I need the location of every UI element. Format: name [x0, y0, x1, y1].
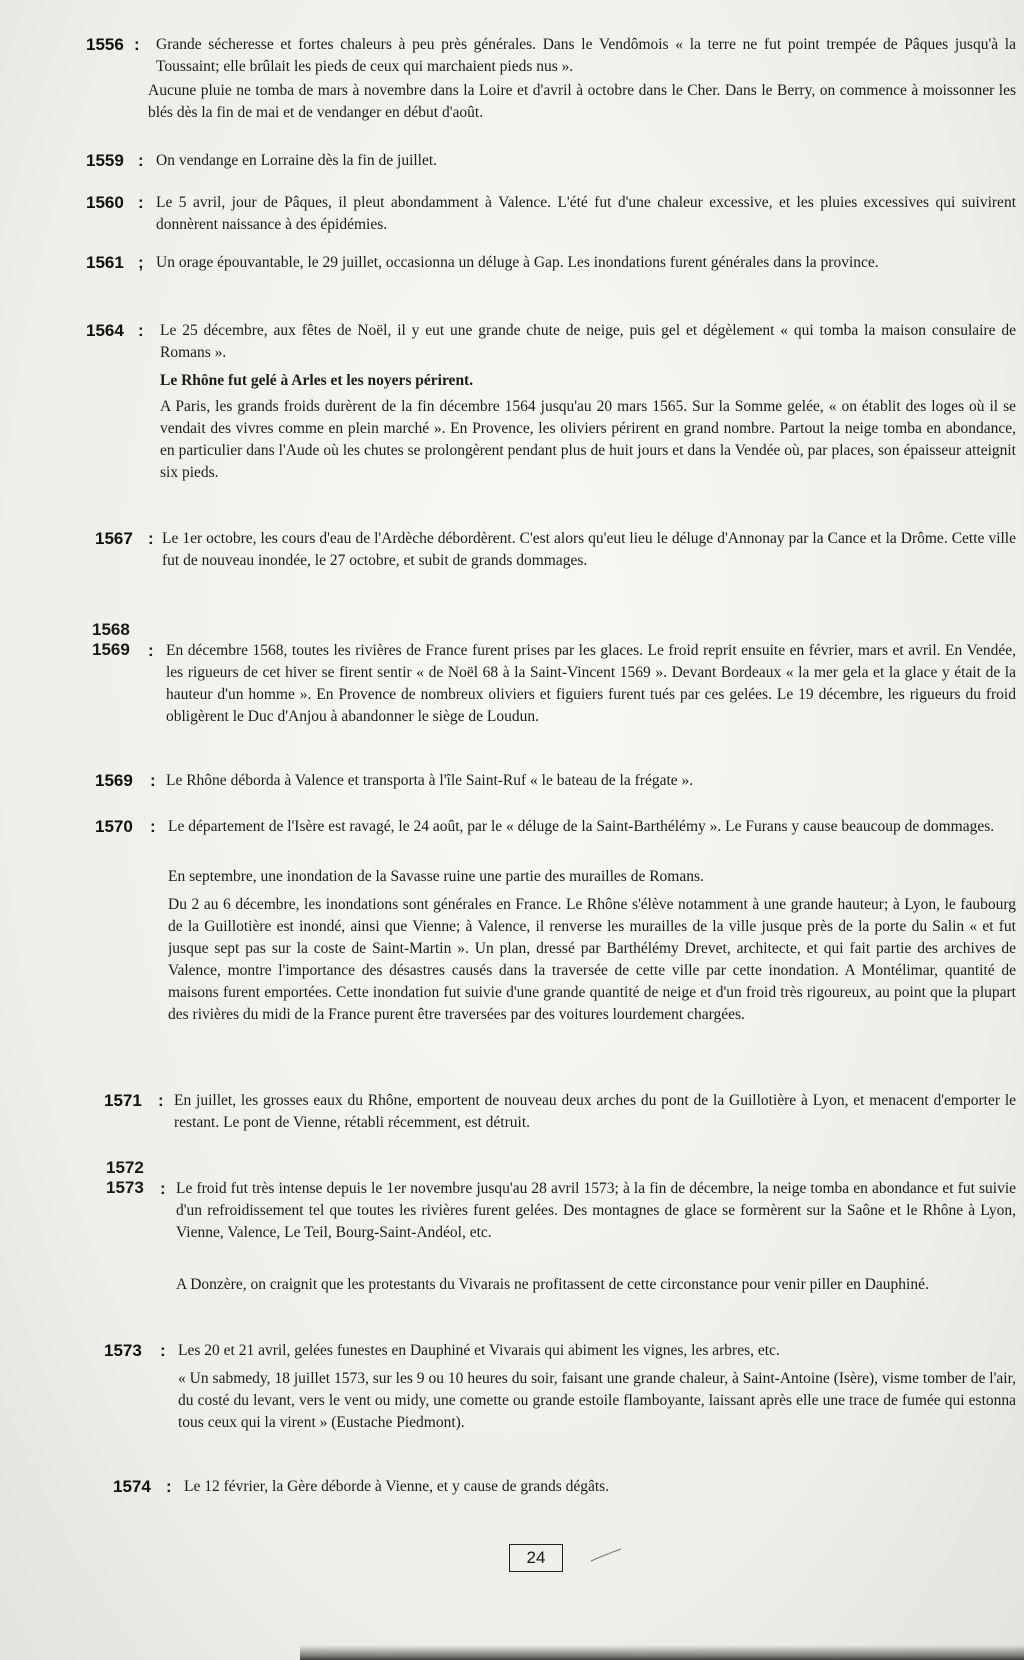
entry-paragraph: On vendange en Lorraine dès la fin de juillet. — [156, 152, 438, 169]
entry-year: 1559 — [86, 151, 124, 170]
year-colon: : — [150, 817, 156, 836]
entry-year: 1574 — [113, 1477, 151, 1496]
entry-paragraph: A Paris, les grands froids durèrent de la fin décembre 1564 jusqu'au 20 mars 1565. Sur la Somme gelée, « on établit des loges où il se vendait des vivres comme en plein marché ». En Provence, les oliviers périrent en grand nombre. Partout la neige tomba en abondance, en particulier dans l'Aude où les chutes se prolongèrent pendant plus de huit jours et dans la Vendée où, par places, son épaisseur atteignit six pieds. — [160, 398, 1016, 481]
year-colon: : — [138, 151, 144, 170]
year-colon: : — [166, 1477, 172, 1496]
year-colon: : — [148, 641, 154, 660]
entry-paragraph: Le Rhône déborda à Valence et transporta à l'île Saint-Ruf « le bateau de la frégate ». — [166, 772, 694, 789]
year-colon: : — [134, 35, 140, 54]
entry-paragraph: Le froid fut très intense depuis le 1er novembre jusqu'au 28 avril 1573; à la fin de décembre, la neige tomba en abondance et fut suivie d'un refroidissement tel que toutes les rivières furent gelées. Des montagnes de glace se formèrent sur la Saône et le Rhône à Lyon, Vienne, Valence, Le Teil, Bourg-Saint-Andéol, etc. — [176, 1180, 1016, 1241]
scan-edge-shadow — [300, 1645, 1024, 1660]
entry-year: 1567 — [95, 529, 133, 548]
year-colon: : — [138, 193, 144, 212]
year-colon: : — [150, 771, 156, 790]
entry-year: 1556 — [86, 35, 124, 54]
entry-year: 1570 — [95, 817, 133, 836]
entry-paragraph: Le département de l'Isère est ravagé, le 24 août, par le « déluge de la Saint-Barthélémy ». Le Furans y cause beaucoup de dommages. — [168, 818, 995, 835]
entry-paragraph: En juillet, les grosses eaux du Rhône, emportent de nouveau deux arches du pont de la Guillotière à Lyon, et menacent d'emporter le restant. Le pont de Vienne, rétabli récemment, est détruit. — [174, 1092, 1016, 1131]
entry-year-secondary: 1573 — [106, 1178, 144, 1197]
page-number: 24 — [509, 1544, 563, 1572]
entry-year: 1560 — [86, 193, 124, 212]
entry-paragraph: « Un sabmedy, 18 juillet 1573, sur les 9 ou 10 heures du soir, faisant une grande chaleur, à Saint-Antoine (Isère), visme tomber de l'air, du costé du levant, vers le vent ou midy, une comette ou grande estoile flamboyante, laissant après elle une trace de fumée qui estonna tous ceux qui la virent » (Eustache Piedmont). — [178, 1370, 1016, 1431]
year-colon: : — [138, 321, 144, 340]
entry-year: 1568 — [92, 620, 130, 639]
entry-year-secondary: 1569 — [92, 640, 130, 659]
entry-paragraph: En décembre 1568, toutes les rivières de France furent prises par les glaces. Le froid reprit ensuite en février, mars et avril. En Vendée, les rigueurs de cet hiver se firent sentir « de Noël 68 à la Saint-Vincent 1569 ». Devant Bordeaux « la mer gela et la glace y était de la hauteur d'un homme ». En Provence de nombreux oliviers et figuiers furent tués par ces gelées. Le 19 décembre, les rigueurs du froid obligèrent le Duc d'Anjou à abandonner le siège de Loudun. — [166, 642, 1016, 725]
pen-stroke-mark — [590, 1548, 622, 1562]
entry-paragraph: En septembre, une inondation de la Savasse ruine une partie des murailles de Romans. — [168, 868, 704, 885]
entry-paragraph: Le 1er octobre, les cours d'eau de l'Ardèche débordèrent. C'est alors qu'eut lieu le déluge d'Annonay par la Cance et la Drôme. Cette ville fut de nouveau inondée, le 27 octobre, et subit de grands dommages. — [162, 530, 1016, 569]
year-colon: : — [148, 529, 154, 548]
entry-year: 1561 — [86, 253, 124, 272]
entry-paragraph: Les 20 et 21 avril, gelées funestes en Dauphiné et Vivarais qui abiment les vignes, les arbres, etc. — [178, 1342, 780, 1359]
entry-paragraph: Un orage épouvantable, le 29 juillet, occasionna un déluge à Gap. Les inondations furent générales dans la province. — [156, 254, 879, 271]
entry-year: 1564 — [86, 321, 124, 340]
entry-year: 1572 — [106, 1158, 144, 1177]
entry-paragraph: Le 12 février, la Gère déborde à Vienne, et y cause de grands dégâts. — [184, 1478, 610, 1495]
year-colon: ; — [138, 253, 144, 272]
entry-year: 1569 — [95, 771, 133, 790]
entry-paragraph: Grande sécheresse et fortes chaleurs à peu près générales. Dans le Vendômois « la terre ne fut point trempée de Pâques jusqu'à la Toussaint; elle brûlait les pieds de ceux qui marchaient pieds nus ». — [156, 36, 1016, 75]
year-colon: : — [160, 1341, 166, 1360]
entry-year: 1571 — [104, 1091, 142, 1110]
entry-year: 1573 — [104, 1341, 142, 1360]
entry-paragraph: Du 2 au 6 décembre, les inondations sont générales en France. Le Rhône s'élève notamment à une grande hauteur; à Lyon, le faubourg de la Guillotière est inondé, ainsi que Vienne; à Valence, il renverse les murailles de la ville jusque près de la porte du Salin « et fut jusque sept pas sur la coste de Saint-Martin ». Un plan, dressé par Barthélémy Drevet, architecte, et qui fait partie des archives de Valence, montre l'importance des désastres causés dans la traversée de cette ville par cette inondation. A Montélimar, quantité de maisons furent emportées. Cette inondation fut suivie d'une grande quantité de neige et d'un froid très rigoureux, au point que la plupart des rivières du midi de la France purent être traversées par des voitures lourdement chargées. — [168, 896, 1016, 1023]
entry-paragraph: Le 25 décembre, aux fêtes de Noël, il y eut une grande chute de neige, puis gel et dégèlement « qui tomba la maison consulaire de Romans ». — [160, 322, 1016, 361]
entry-paragraph-bold: Le Rhône fut gelé à Arles et les noyers périrent. — [160, 372, 474, 389]
entry-paragraph: Le 5 avril, jour de Pâques, il pleut abondamment à Valence. L'été fut d'une chaleur excessive, et les pluies excessives qui suivirent donnèrent naissance à des épidémies. — [156, 194, 1016, 233]
entry-paragraph: Aucune pluie ne tomba de mars à novembre dans la Loire et d'avril à octobre dans le Cher. Dans le Berry, on commence à moissonner les blés dès la fin de mai et de vendanger en début d'août. — [148, 82, 1016, 121]
entry-paragraph: A Donzère, on craignit que les protestants du Vivarais ne profitassent de cette circonstance pour venir piller en Dauphiné. — [176, 1276, 929, 1293]
year-colon: : — [158, 1091, 164, 1110]
year-colon: : — [160, 1179, 166, 1198]
